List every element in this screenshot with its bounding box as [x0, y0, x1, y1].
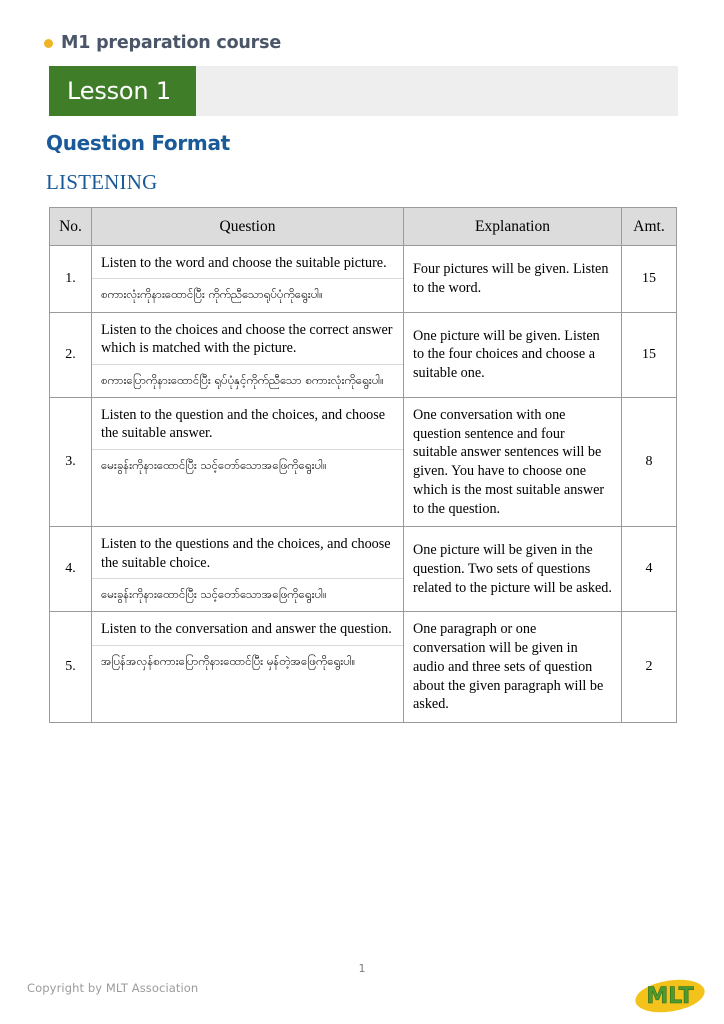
question-english: Listen to the question and the choices, and choose the suitable answer.	[92, 398, 403, 450]
row-number: 1.	[50, 246, 92, 313]
row-question	[92, 612, 404, 723]
row-question	[92, 246, 404, 313]
lesson-badge	[49, 66, 196, 116]
course-label-line	[44, 33, 281, 53]
row-number: 5.	[50, 612, 92, 723]
row-explanation: One picture will be given. Listen to the four choices and choose a suitable one.	[404, 312, 622, 397]
row-amount: 8	[622, 397, 677, 526]
mlt-logo	[634, 976, 706, 1016]
lesson-badge-label: Lesson 1	[67, 77, 171, 105]
subsection-title: LISTENING	[46, 170, 158, 194]
page-title: Question Format	[46, 131, 230, 155]
copyright-text: Copyright by MLT Association	[27, 981, 199, 995]
question-myanmar: စကားလုံးကိုနားထောင်ပြီး ကိုက်ညီသောရုပ်ပုံကိုရွေးပါ။	[101, 287, 323, 302]
row-explanation: Four pictures will be given. Listen to the word.	[404, 246, 622, 313]
svg-text:MLT: MLT	[646, 984, 694, 1009]
question-english: Listen to the questions and the choices, and choose the suitable choice.	[92, 527, 403, 579]
table-row	[50, 527, 677, 612]
row-question	[92, 397, 404, 526]
course-title: M1 preparation course	[61, 33, 281, 53]
row-number: 2.	[50, 312, 92, 397]
column-header-explanation: Explanation	[404, 208, 622, 246]
question-english: Listen to the choices and choose the correct answer which is matched with the picture.	[92, 313, 403, 365]
row-number: 3.	[50, 397, 92, 526]
question-myanmar: အပြန်အလှန်စကားပြောကိုနားထောင်ပြီး မှန်တဲ့အဖြေကိုရွေးပါ။	[101, 653, 356, 668]
question-myanmar: မေးခွန်းကိုနားထောင်ပြီး သင့်တော်သောအဖြေကိုရွေးပါ။	[101, 457, 327, 472]
question-myanmar: စကားပြောကိုနားထောင်ပြီး ရုပ်ပုံနှင့်ကိုက်ညီသော စကားလုံးကိုရွေးပါ။	[101, 372, 384, 387]
row-number: 4.	[50, 527, 92, 612]
column-header-no: No.	[50, 208, 92, 246]
question-english: Listen to the word and choose the suitable picture.	[92, 246, 403, 279]
row-question	[92, 527, 404, 612]
row-explanation: One conversation with one question sentence and four suitable answer sentences will be given. You have to choose one which is the most suitable answer to the question.	[404, 397, 622, 526]
table-header	[50, 208, 677, 246]
question-myanmar: မေးခွန်းကိုနားထောင်ပြီး သင့်တော်သောအဖြေကိုရွေးပါ။	[101, 587, 327, 602]
row-question	[92, 312, 404, 397]
row-explanation: One paragraph or one conversation will be given in audio and three sets of question about the given paragraph will be asked.	[404, 612, 622, 723]
row-amount: 4	[622, 527, 677, 612]
table-header-row	[50, 208, 677, 246]
row-amount: 15	[622, 312, 677, 397]
column-header-question: Question	[92, 208, 404, 246]
table-row	[50, 612, 677, 723]
table-row	[50, 246, 677, 313]
table-row	[50, 312, 677, 397]
dot-icon	[44, 39, 53, 48]
column-header-amt: Amt.	[622, 208, 677, 246]
row-amount: 15	[622, 246, 677, 313]
row-explanation: One picture will be given in the question. Two sets of questions related to the picture will be asked.	[404, 527, 622, 612]
question-format-table	[49, 207, 677, 723]
question-english: Listen to the conversation and answer the question.	[92, 612, 403, 645]
table-body	[50, 246, 677, 723]
table-row	[50, 397, 677, 526]
page-number: 1	[358, 962, 366, 975]
row-amount: 2	[622, 612, 677, 723]
